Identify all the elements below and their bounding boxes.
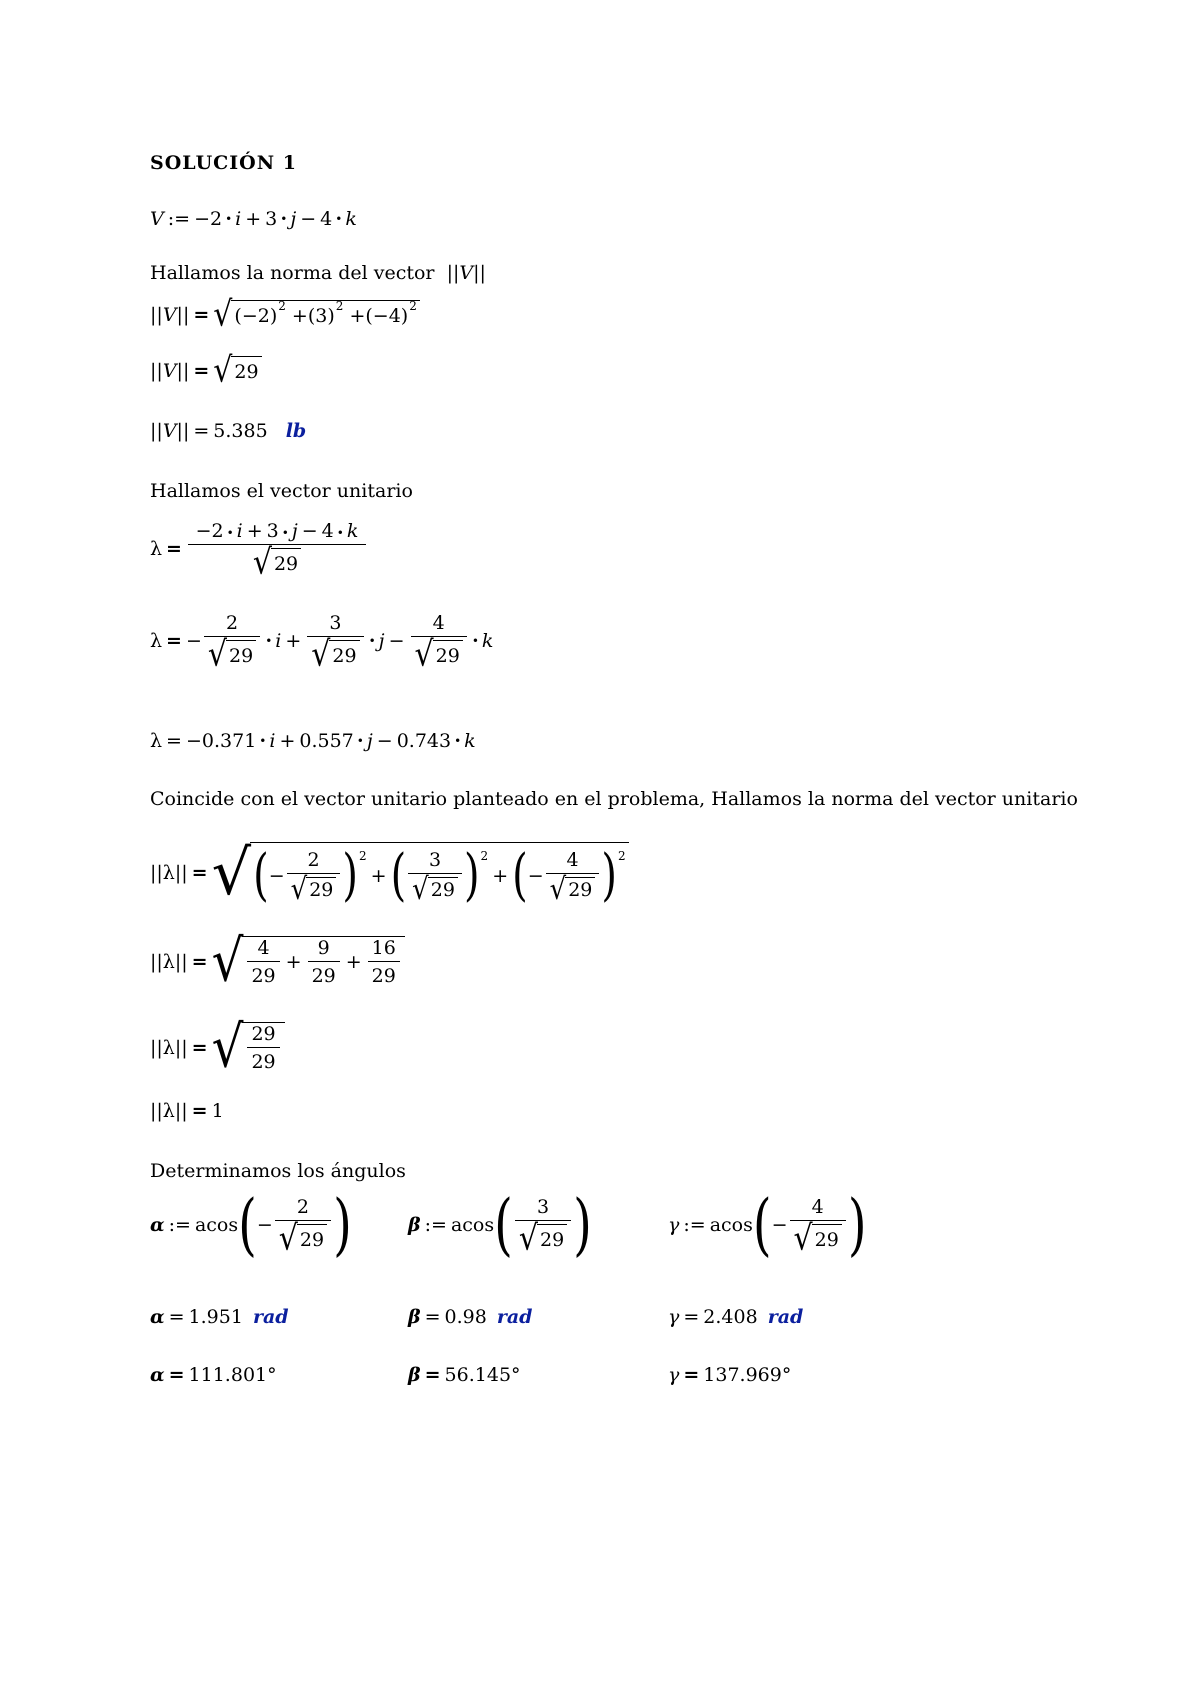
unit-norm-one: ||λ|| = 1 xyxy=(150,1100,224,1122)
text-coincide: Coincide con el vector unitario planteado en el problema, Hallamos la norma del vector unitario xyxy=(150,788,1078,810)
norm-sqrt-expression: ||V|| = √ (−2) $^2$ +(3) $^2$ +(−4) $^2$ xyxy=(150,300,420,330)
alpha-rad-unit: rad xyxy=(252,1306,289,1328)
gamma-definition: γ := acos ( − 4 √ 29 ) xyxy=(668,1185,867,1265)
beta-definition: β := acos ( 3 √ 29 ) xyxy=(408,1185,592,1265)
beta-rad: β = 0.98 rad xyxy=(408,1306,533,1328)
unit-norm-expression: ||λ|| = √ ( − 2 √ 29 ) $^2$ + ( 3 √ 29 ) $^2$ + ( − 4 √ 29 ) $^2$ xyxy=(150,842,629,904)
gamma-deg: γ = 137.969° xyxy=(668,1364,792,1386)
norma-text: Hallamos la norma del vector xyxy=(150,262,435,284)
gamma-rad-unit: rad xyxy=(767,1306,804,1328)
solution-heading: SOLUCIÓN 1 xyxy=(150,152,297,174)
vector-definition: V := −2 • i + 3 • j − 4 • k xyxy=(150,208,357,230)
beta-deg-value: 56.145° xyxy=(444,1364,521,1386)
beta-rad-value: 0.98 xyxy=(444,1306,487,1328)
unit-vector-decimal: λ = − 0.371 • i + 0.557 • j − 0.743 • k xyxy=(150,730,476,752)
unit-i-value: 0.371 xyxy=(201,730,257,752)
gamma-deg-value: 137.969° xyxy=(703,1364,792,1386)
norm-result: ||V|| = 5.385 lb xyxy=(150,420,307,442)
unit-norm-fractions: ||λ|| = √ $\frac{4}{29}$ + $\frac{9}{29}$ + $\frac{16}{29}$ xyxy=(150,936,405,987)
angles-radians xyxy=(150,1306,1050,1336)
alpha-rad: α = 1.951 rad xyxy=(150,1306,289,1328)
beta-deg: β = 56.145° xyxy=(408,1364,521,1386)
text-norma-del-vector: Hallamos la norma del vector ||V|| xyxy=(150,262,486,284)
gamma-rad: γ = 2.408 rad xyxy=(668,1306,804,1328)
norm-sqrt29: ||V|| = √ 29 xyxy=(150,356,262,386)
angles-degrees xyxy=(150,1364,1050,1394)
unit-norm-29-29: ||λ|| = √ $\frac{29}{29}$ xyxy=(150,1022,285,1073)
gamma-rad-value: 2.408 xyxy=(703,1306,758,1328)
alpha-definition: α := acos ( − 2 √ 29 ) xyxy=(150,1185,352,1265)
norm-value: 5.385 xyxy=(213,420,268,442)
text-angulos: Determinamos los ángulos xyxy=(150,1160,406,1182)
angle-definitions xyxy=(150,1185,1050,1276)
alpha-rad-value: 1.951 xyxy=(188,1306,243,1328)
unit-vector-fraction: λ = −2 • i + 3 • j − 4 • k √ 29 xyxy=(150,520,368,578)
beta-rad-unit: rad xyxy=(496,1306,533,1328)
unit-j-value: 0.557 xyxy=(299,730,354,752)
unit-vector-components: λ = − 2 √ 29 • i + 3 √ 29 • j − 4 √ 29 • k xyxy=(150,612,494,675)
unit-k-value: 0.743 xyxy=(396,730,452,752)
norm-unit: lb xyxy=(285,420,307,442)
alpha-deg: α = 111.801° xyxy=(150,1364,277,1386)
alpha-deg-value: 111.801° xyxy=(188,1364,277,1386)
text-vector-unitario: Hallamos el vector unitario xyxy=(150,480,413,502)
